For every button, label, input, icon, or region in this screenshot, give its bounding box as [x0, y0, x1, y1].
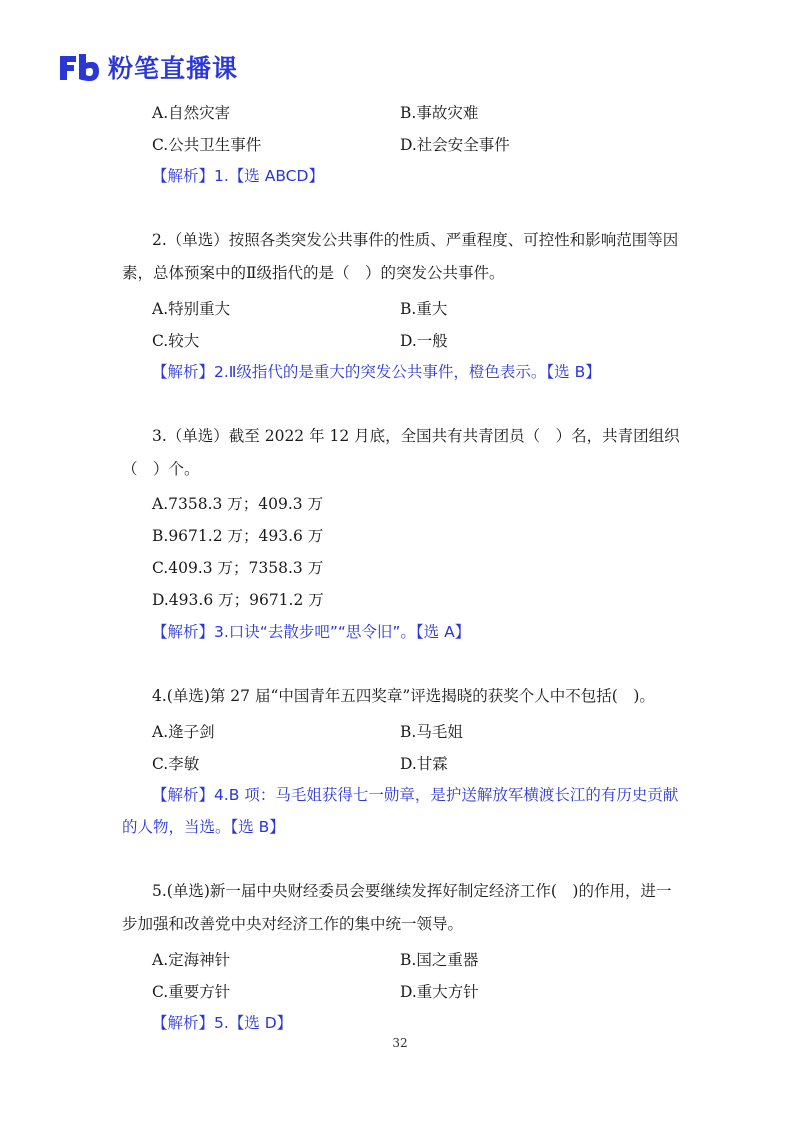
- fb-logo-icon: [58, 52, 100, 82]
- answer-explanation: 【解析】1.【选 ABCD】: [152, 167, 324, 185]
- option-c: C.重要方针: [152, 983, 231, 1001]
- option-c: C.李敏: [152, 755, 200, 773]
- question-text: 5.(单选)新一届中央财经委员会要继续发挥好制定经济工作( )的作用，进一步加强和改善党中央对经济工作的集中统一领导。: [122, 882, 672, 933]
- option-a: A.逄子剑: [152, 723, 215, 741]
- question-2: [122, 224, 682, 388]
- option-a: A.7358.3 万；409.3 万: [152, 495, 324, 513]
- question-3: [122, 420, 682, 648]
- answer-explanation: 【解析】2.Ⅱ级指代的是重大的突发公共事件，橙色表示。【选 B】: [152, 363, 601, 381]
- option-b: B.国之重器: [400, 951, 479, 969]
- answer-explanation: 【解析】5.【选 D】: [152, 1014, 293, 1032]
- option-d: D.重大方针: [400, 983, 479, 1001]
- option-a: A.自然灾害: [152, 104, 231, 122]
- option-b: B.9671.2 万；493.6 万: [152, 527, 324, 545]
- question-text: 3.（单选）截至 2022 年 12 月底，全国共有共青团员（ ）名，共青团组织（ ）个。: [122, 427, 680, 478]
- answer-explanation: 【解析】4.B 项：马毛姐获得七一勋章，是护送解放军横渡长江的有历史贡献的人物，当选。【选 B】: [122, 786, 679, 836]
- header: [58, 50, 238, 84]
- exam-content: [122, 96, 682, 1071]
- question-text: 2.（单选）按照各类突发公共事件的性质、严重程度、可控性和影响范围等因素，总体预案中的Ⅱ级指代的是（ ）的突发公共事件。: [122, 231, 679, 282]
- answer-explanation: 【解析】3.口诀“去散步吧”“思令旧”。【选 A】: [152, 623, 471, 641]
- option-d: D.493.6 万；9671.2 万: [152, 591, 324, 609]
- question-4: [122, 680, 682, 843]
- option-d: D.甘霖: [400, 755, 448, 773]
- option-d: D.一般: [400, 332, 448, 350]
- option-b: B.重大: [400, 300, 448, 318]
- question-1: [122, 96, 682, 192]
- option-c: C.较大: [152, 332, 200, 350]
- option-b: B.事故灾难: [400, 104, 479, 122]
- option-c: C.409.3 万；7358.3 万: [152, 559, 324, 577]
- question-5: [122, 875, 682, 1039]
- brand-name: 粉笔直播课: [108, 54, 239, 83]
- option-b: B.马毛姐: [400, 723, 463, 741]
- option-d: D.社会安全事件: [400, 136, 510, 154]
- option-a: A.特别重大: [152, 300, 231, 318]
- option-a: A.定海神针: [152, 951, 231, 969]
- page-number: 32: [392, 1036, 408, 1050]
- option-c: C.公共卫生事件: [152, 136, 262, 154]
- question-text: 4.(单选)第 27 届“中国青年五四奖章”评选揭晓的获奖个人中不包括( )。: [152, 687, 655, 705]
